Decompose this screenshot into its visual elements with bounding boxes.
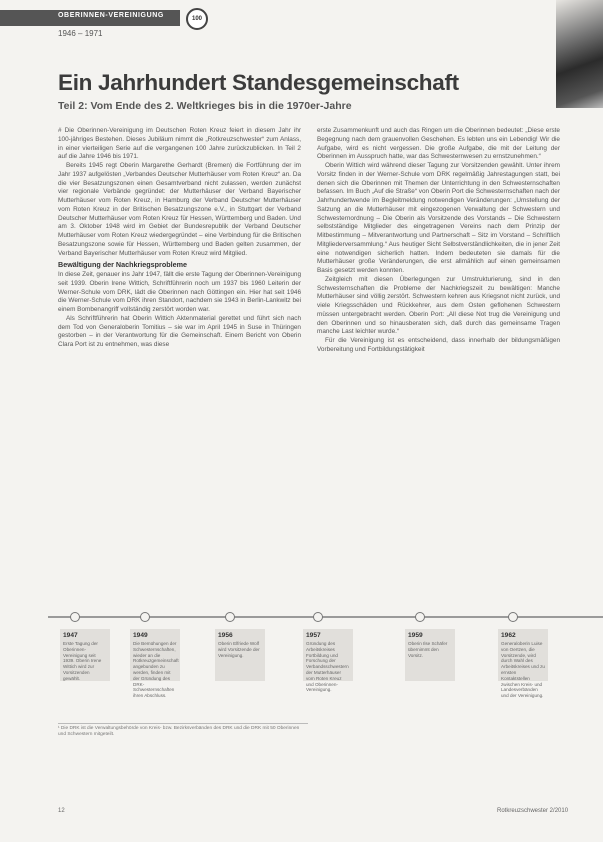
timeline-axis	[48, 616, 603, 618]
section-heading: Bewältigung der Nachkriegsprobleme	[58, 260, 188, 270]
paragraph: Als Schriftführerin hat Oberin Wittich Aktenmaterial gerettet und führt sich nach dem Tod von Generaloberin Tomitius – sie war im April 1945 in Suse in Thüringen gestorben – in der Verantwortung für die Gemeinschaft. Einem Bericht von Oberin Clara Port ist zu entnehmen, was diese	[58, 314, 301, 348]
timeline-text: Erste Tagung der Oberinnen-Vereinigung seit 1939. Oberin Irene Wittich wird zur Vorsitzenden gewählt.	[63, 641, 102, 681]
paragraph: In diese Zeit, genauer ins Jahr 1947, fällt die erste Tagung der Oberinnen-Vereinigung seit 1939. Oberin Irene Wittich, Schriftführerin noch um 1937 bis 1960 Leiterin der Werner-Schule vom DRK, lädt die Oberinnen nach Göttingen ein. Hier hat seit 1946 die Werner-Schule vom DRK ihren Standort, nachdem sie 1943 in Berlin-Lankwitz bei einem Bombenangriff vollständig zerstört worden war.	[58, 271, 301, 313]
timeline	[48, 612, 603, 699]
timeline-text: Die Bemühungen der Schwesternschaften, wieder an die Rotkreuzgemeinschaft angebunden zu werden, finden mit der Gründung des DRK-Schwesternschaften ihren Abschluss.	[133, 641, 179, 699]
timeline-card	[60, 629, 110, 681]
timeline-year: 1956	[218, 632, 233, 639]
timeline-card	[498, 629, 548, 699]
article-column-right	[317, 127, 560, 355]
paragraph: Oberin Wittich wird während dieser Tagung zur Vorsitzenden gewählt. Unter ihrem Vorsitz finden in der Werner-Schule vom DRK regelmäßig Jahrestagungen statt, bei denen sich die Oberinnen mit Themen der Unterrichtung in den Schwesternschaften befassen. Im Buch „Auf die Straße“ von Oberin Port die Schwesternschaften nach der Jahrhundertwende im Begleitmeldung notwendigen Veränderungen: „Umstellung der Satzung an die Mutterhäuser mit eingezogenen Verwaltung der Schwestern und Schwesternordnung – Die Oberin als Vorsitzende des Vorstands – Die Schwestern selbstständige Mitglieder des eingetragenen Vereins nach dem Prinzip der Mitbestimmung – Mitverantwortung und Partnerschaft – Sitz im Vorstand – Schriftlich Mitgliederversammlung.“ Aus heutiger Sicht Selbstverständlichkeiten, die in jener Zeit eine notwendigen sicherlich hatten. Indem bedeuteten sie damals für die Mutterhäuser große Veränderungen, die erst allmählich auf einen gemeinsamen Basis gesetzt werden konnten.	[317, 162, 560, 274]
page-title: Ein Jahrhundert Standesgemeinschaft	[58, 70, 459, 95]
timeline-marker	[140, 612, 150, 622]
timeline-card	[405, 629, 455, 681]
timeline-text: Oberin Elfriede Wolf wird Vorsitzende der Vereinigung.	[218, 641, 260, 658]
timeline-year: 1959	[408, 632, 423, 639]
historic-photo	[556, 0, 603, 108]
timeline-year: 1957	[306, 632, 321, 639]
article-column-left	[58, 127, 301, 350]
timeline-card	[130, 629, 180, 699]
timeline-year: 1949	[133, 632, 148, 639]
timeline-marker	[415, 612, 425, 622]
header-bar	[0, 10, 180, 26]
timeline-marker	[225, 612, 235, 622]
paragraph: Für die Vereinigung ist es entscheidend, dass innerhalb der bildungsmäßigen Vorbereitung und Fortbildungstätigkeit	[317, 337, 560, 353]
page-subtitle: Teil 2: Vom Ende des 2. Weltkrieges bis in die 1970er-Jahre	[58, 100, 352, 112]
paragraph: # Die Oberinnen-Vereinigung im Deutschen Roten Kreuz feiert in diesem Jahr ihr 100-jähriges Bestehen. Dieses Jubiläum nimmt die „Rotkreuzschwester“ zum Anlass, in einer vierteiligen Serie auf die vergangenen 100 Jahre zurückzublicken. In Teil 2 auf die Jahre 1946 bis 1971.	[58, 127, 301, 161]
timeline-year: 1947	[63, 632, 78, 639]
timeline-text: Generaloberin Luise von Oertzen, die Vorsitzende, wird durch Wahl des Arbeitskreises und zu ernsten Kontaktstellen zwischen Kreis- und Landesverbänden und der Vereinigung.	[501, 641, 545, 699]
timeline-card	[303, 629, 353, 693]
paragraph: erste Zusammenkunft und auch das Ringen um die Oberinnen bedeutet: „Diese erste Begegnung nach dem grauenvollen Geschehen. Es lebten uns ein Lebendig! Wir die Aufgabe, wird es nicht vergessen. Die große Aufgabe, die mit der Leitung der Oberinnen im Ausspruch hatte, war das Schwesternwesen zu ernstzunehmen.“	[317, 127, 560, 161]
anniversary-badge: 100	[186, 8, 208, 30]
paragraph: Bereits 1945 regt Oberin Margarethe Gerhardt (Bremen) die Fortführung der im Jahr 1937 aufgelösten „Verbandes Deutscher Mutterhäuser vom Roten Kreuz“ an. Da die vier Besatzungszonen einen Gesamtverband nicht zulassen, werden zunächst vier regionale Verbände gegründet: der Mutterhäuser der Verband Bayerischer Mutterhäuser vom Roten Kreuz, in Hamburg der Verband Deutscher Mutterhäuser vom Roten Kreuz in der Britischen Besatzungszone e.V., in Stuttgart der Verband Deutscher Mutterhäuser vom Roten Kreuz für Hessen, Württemberg und Baden. Und am 3. Oktober 1948 wird im Gebiet der Bundesrepublik der Verband Deutscher Mutterhäuser vom Roten Kreuz wiedergegründet – eine Verbindung für die Britischen Besatzungszone sowie für Hessen, Württemberg und Baden gelten zusammen, der Verband Bayerischer Mutterhäuser vom Roten Kreuz wird Mitglied.	[58, 162, 301, 257]
footnote: ¹ Die DRK ist die Verwaltungsbehörde von Kreis- bzw. Bezirksverbänden des DRK und die DRK mit 50 Oberinnen und Schwestern mitgeteilt.	[58, 723, 308, 739]
timeline-year: 1962	[501, 632, 516, 639]
journal-name: Rotkreuzschwester 2/2010	[497, 808, 569, 814]
timeline-text: Oberin Ilse Schäfer übernimmt den Vorsitz.	[408, 641, 448, 658]
header-label: OBERINNEN-VEREINIGUNG	[58, 12, 164, 19]
paragraph: Zeitgleich mit diesen Überlegungen zur Umstrukturierung, sind in den Schwesternschaften die Probleme der Nachkriegszeit zu bewältigen: Manche Mutterhäuser sind völlig zerstört. Schwestern kehren aus Kriegsnot nicht zurück, und viele Kriegsschäden und Rückkehrer, aus dem Osten geflohenen Schwestern müssen untergebracht werden. Oberin Port: „All diese Not trug die Vereinigung und den Oberinnen und so hinausberaten sich, daß durch das gemeinsame Tragen manche Last leichter wurde.“	[317, 275, 560, 336]
timeline-marker	[313, 612, 323, 622]
timeline-card	[215, 629, 265, 681]
page-number: 12	[58, 808, 65, 814]
year-range: 1946 – 1971	[58, 29, 103, 38]
timeline-marker	[70, 612, 80, 622]
timeline-marker	[508, 612, 518, 622]
timeline-text: Gründung des Arbeitskreises Fortbildung und Forschung der Verbandsschwestern der Mutterhäuser vom Roten Kreuz und Oberinnen-Vereinigung.	[306, 641, 349, 693]
